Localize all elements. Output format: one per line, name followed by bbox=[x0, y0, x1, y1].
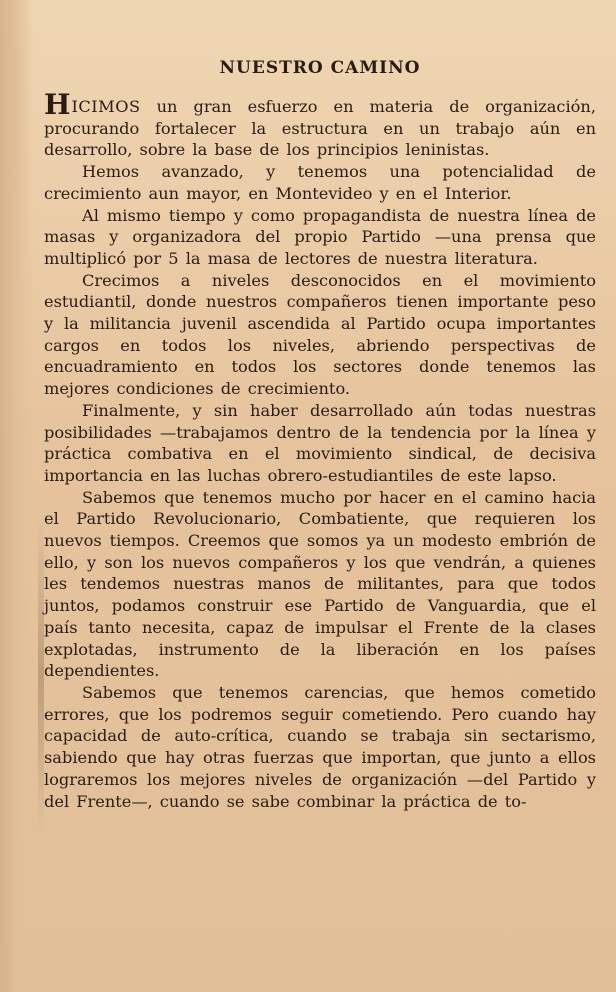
paragraph-6: Sabemos que tenemos mucho por hacer en el camino hacia el Partido Revolucionario, Combatiente, que requieren los nuevos tiempos. Creemos que somos ya un modesto embrión de ello, y son los nuevos compañeros y los que vendrán, a quienes les tendemos nuestras manos de militantes, para que todos juntos, podamos construir ese Partido de Vanguardia, que el país tanto necesita, capaz de impulsar el Frente de la clases explotadas, instrumento de la liberación en los países dependientes. bbox=[44, 487, 596, 681]
paragraph-4: Crecimos a niveles desconocidos en el movimiento estudiantil, donde nuestros compañeros tienen importante peso y la militancia juvenil ascendida al Partido ocupa importantes cargos en todos los niveles, abriendo perspectivas de encuadramiento en todos los sectores donde tenemos las mejores condiciones de crecimiento. bbox=[44, 270, 596, 399]
paragraph-3: Al mismo tiempo y como propagandista de nuestra línea de masas y organizadora del propio Partido —una prensa que multiplicó por 5 la masa de lectores de nuestra literatura. bbox=[44, 205, 596, 268]
paragraph-7: Sabemos que tenemos carencias, que hemos cometido errores, que los podremos seguir cometiendo. Pero cuando hay capacidad de auto-crítica, cuando se trabaja sin sectarismo, sabiendo que hay otras fuerzas que importan, que junto a ellos lograremos los mejores niveles de organización —del Partido y del Frente—, cuando se sabe combinar la práctica de to- bbox=[44, 682, 596, 811]
paragraph-5: Finalmente, y sin haber desarrollado aún todas nuestras posibilidades —trabajamos dentro de la tendencia por la línea y práctica combativa en el movimiento sindical, de decisiva importancia en las luchas obrero-estudiantiles de este lapso. bbox=[44, 400, 596, 485]
lead-word: ICIMOS bbox=[71, 97, 141, 116]
paragraph-1 bbox=[44, 88, 596, 161]
paragraph-2: Hemos avanzado, y tenemos una potencialidad de crecimiento aun mayor, en Montevideo y en el Interior. bbox=[44, 162, 596, 203]
paragraph-1-text: un gran esfuerzo en materia de organización, procurando fortalecer la estructura en un trabajo aún en desarrollo, sobre la base de los principios leninistas. bbox=[44, 97, 596, 160]
page-title: NUESTRO CAMINO bbox=[219, 58, 421, 78]
drop-cap: H bbox=[44, 88, 71, 121]
